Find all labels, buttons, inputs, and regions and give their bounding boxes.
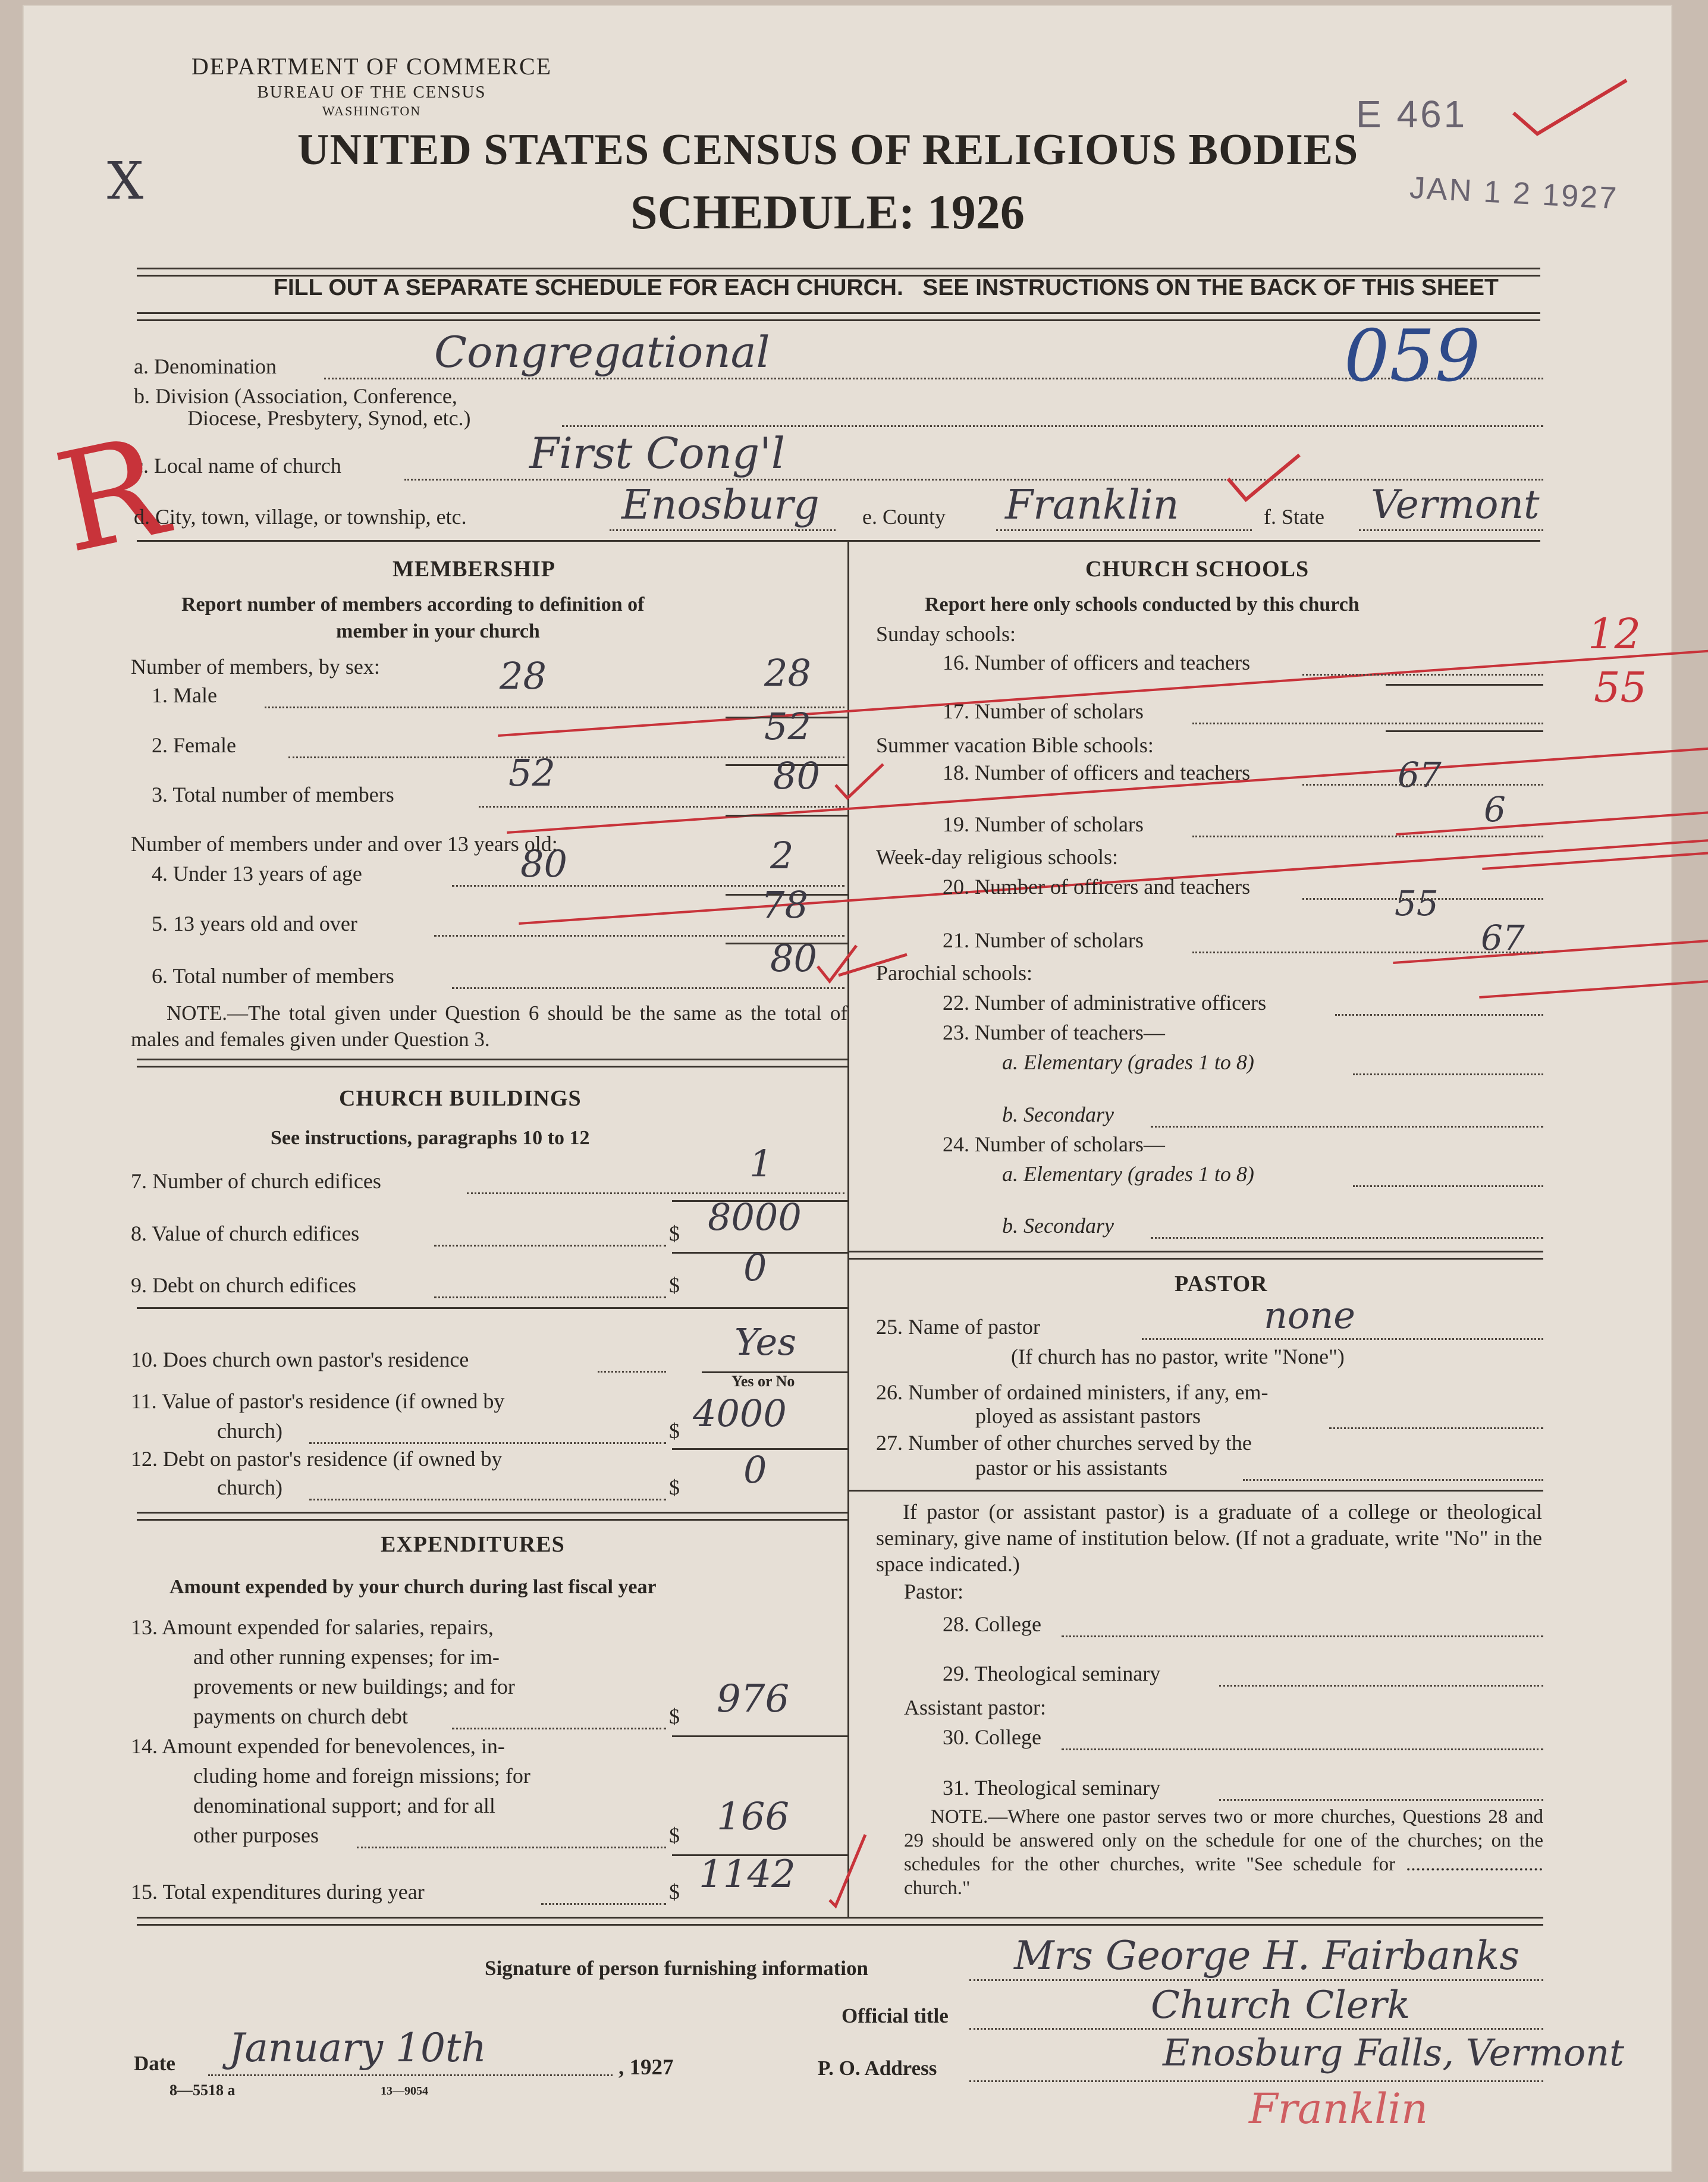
q19-value-line[interactable] [1192, 836, 1543, 837]
pastor-heading: PASTOR [1175, 1271, 1268, 1296]
q10-residence-label: 10. Does church own pastor's residence [131, 1348, 469, 1371]
fill-instruction: FILL OUT A SEPARATE SCHEDULE FOR EACH CHURCH. SEE INSTRUCTIONS ON THE BACK OF THIS SHEET [274, 275, 1499, 300]
schools-sub: Report here only schools conducted by this church [925, 594, 1360, 616]
q22-label: 22. Number of administrative officers [943, 991, 1267, 1015]
q17-old-1: 55 [1395, 883, 1708, 924]
census-schedule-sheet [24, 6, 1671, 2171]
date-label: Date [134, 2052, 175, 2075]
bureau-name: BUREAU OF THE CENSUS [257, 83, 486, 102]
q28-value-line[interactable] [1062, 1635, 1543, 1637]
q24b-label: b. Secondary [1002, 1214, 1114, 1238]
q26-label-1: 26. Number of ordained ministers, if any, em- [876, 1380, 1269, 1404]
q24b-value-line[interactable] [1151, 1237, 1543, 1239]
q6-total-value[interactable]: 80 [770, 937, 817, 980]
q3-total-label: 3. Total number of members [152, 783, 394, 806]
q5-over13-value[interactable]: 78 [761, 883, 808, 927]
q14-value[interactable]: 166 [717, 1795, 790, 1839]
pastor-note: NOTE.—Where one pastor serves two or more churches, Questions 28 and 29 should be answered only on the schedule for one of the churches; on the schedules for the other churches, write "See schedule for ............................ church." [904, 1806, 1543, 1899]
q14-label-3: denominational support; and for all [193, 1794, 495, 1817]
department-name: DEPARTMENT OF COMMERCE [191, 53, 552, 80]
by-sex-label: Number of members, by sex: [131, 655, 380, 679]
city-label: d. City, town, village, or township, etc. [134, 505, 467, 529]
column-divider [847, 540, 849, 1917]
division-label: b. Division (Association, Conference, [134, 384, 457, 408]
q17-old-2: 67 [1481, 918, 1708, 958]
q27-label-1: 27. Number of other churches served by the [876, 1431, 1252, 1455]
q16-old-2: 6 [1484, 789, 1708, 830]
county-label: e. County [862, 505, 946, 529]
q17-label: 17. Number of scholars [943, 699, 1144, 723]
q2-female-value[interactable]: 52 [764, 705, 811, 748]
expenditures-heading: EXPENDITURES [381, 1532, 565, 1557]
q25-label: 25. Name of pastor [876, 1315, 1040, 1339]
q18-value-line[interactable] [1302, 784, 1543, 786]
summer-schools-label: Summer vacation Bible schools: [876, 733, 1154, 757]
official-title-label: Official title [842, 2004, 949, 2027]
q24a-label: a. Elementary (grades 1 to 8) [1002, 1162, 1254, 1186]
q1-male-value[interactable]: 28 [764, 651, 811, 695]
division-value-line[interactable] [562, 425, 1543, 427]
q18-label: 18. Number of officers and teachers [943, 761, 1251, 784]
local-name-value[interactable]: First Cong'l [529, 428, 785, 478]
parochial-schools-label: Parochial schools: [876, 961, 1032, 985]
weekday-schools-label: Week-day religious schools: [876, 845, 1119, 869]
q22-value-line[interactable] [1335, 1014, 1543, 1016]
q27-label-2: pastor or his assistants [975, 1456, 1167, 1480]
q9-debt-value[interactable]: 0 [743, 1246, 767, 1289]
q28-label: 28. College [943, 1612, 1041, 1636]
state-value[interactable]: Vermont [1371, 482, 1540, 528]
q19-label: 19. Number of scholars [943, 812, 1144, 836]
q31-value-line[interactable] [1219, 1799, 1543, 1801]
q8-value-value[interactable]: 8000 [708, 1195, 802, 1239]
q21-label: 21. Number of scholars [943, 928, 1144, 952]
file-number-stamp: E 461 [1356, 93, 1468, 136]
membership-sub-1: Report number of members according to definition of [181, 594, 645, 616]
red-check-mark [1511, 77, 1629, 143]
q1-male-label: 1. Male [152, 683, 217, 707]
q14-label-1: 14. Amount expended for benevolences, in- [131, 1734, 505, 1758]
q30-value-line[interactable] [1062, 1748, 1543, 1750]
q29-label: 29. Theological seminary [943, 1662, 1161, 1685]
red-tick-q15 [824, 1832, 871, 1909]
q13-value[interactable]: 976 [717, 1677, 790, 1721]
q14-dollar: $ [669, 1823, 680, 1847]
q24-label: 24. Number of scholars— [943, 1132, 1165, 1156]
q12-dollar: $ [669, 1475, 680, 1499]
po-county-note: Franklin [1249, 2084, 1428, 2133]
q10-hint: Yes or No [731, 1373, 795, 1390]
membership-heading: MEMBERSHIP [393, 557, 555, 582]
q13-label-3: provements or new buildings; and for [193, 1675, 515, 1698]
q12-value[interactable]: 0 [743, 1448, 767, 1492]
q16-value[interactable]: 12 [1588, 610, 1641, 658]
q29-value-line[interactable] [1219, 1685, 1543, 1687]
q26-label-2: ployed as assistant pastors [975, 1404, 1201, 1428]
local-name-label: c. Local name of church [134, 454, 341, 478]
q2-female-old: 52 [508, 751, 1708, 795]
state-label: f. State [1264, 505, 1324, 529]
graduate-note: If pastor (or assistant pastor) is a graduate of a college or theological seminary, give name of institution below. (If not a graduate, write "No" in the space indicated.) [876, 1500, 1542, 1576]
date-value[interactable]: January 10th [229, 2025, 486, 2071]
q3-total-value[interactable]: 80 [773, 754, 820, 798]
q26-value-line[interactable] [1329, 1427, 1543, 1429]
q16-label: 16. Number of officers and teachers [943, 651, 1251, 674]
q24a-value-line[interactable] [1353, 1185, 1543, 1187]
q4-under13-value[interactable]: 2 [770, 834, 794, 877]
membership-sub-2: member in your church [336, 620, 540, 642]
margin-x-mark: X [107, 152, 144, 211]
q15-value[interactable]: 1142 [699, 1853, 796, 1897]
q11-dollar: $ [669, 1419, 680, 1443]
q12-label-1: 12. Debt on pastor's residence (if owned by [131, 1447, 503, 1471]
q8-value-label: 8. Value of church edifices [131, 1222, 360, 1245]
q15-label: 15. Total expenditures during year [131, 1880, 425, 1904]
q23b-label: b. Secondary [1002, 1103, 1114, 1126]
official-title-value[interactable]: Church Clerk [1151, 1983, 1411, 2027]
q10-residence-value[interactable]: Yes [734, 1320, 797, 1364]
q23b-value-line[interactable] [1151, 1126, 1543, 1128]
q15-dollar: $ [669, 1880, 680, 1904]
q11-label-1: 11. Value of pastor's residence (if owned by [131, 1389, 505, 1413]
county-value[interactable]: Franklin [1005, 482, 1179, 529]
age-head-label: Number of members under and over 13 years old: [131, 832, 558, 856]
po-address-value[interactable]: Enosburg Falls, Vermont [1163, 2031, 1625, 2074]
q16-old-1: 67 [1398, 755, 1708, 795]
denomination-label: a. Denomination [134, 354, 277, 378]
q17-value[interactable]: 55 [1594, 663, 1647, 712]
q25-hint: (If church has no pastor, write "None") [1011, 1345, 1345, 1368]
q20-value-line[interactable] [1302, 898, 1543, 900]
city-value[interactable]: Enosburg [621, 482, 820, 529]
po-address-label: P. O. Address [818, 2057, 937, 2080]
q13-label-1: 13. Amount expended for salaries, repairs, [131, 1615, 494, 1639]
q21-value-line[interactable] [1192, 952, 1543, 953]
signature-label: Signature of person furnishing information [485, 1957, 868, 1980]
buildings-heading: CHURCH BUILDINGS [339, 1086, 582, 1111]
q31-label: 31. Theological seminary [943, 1776, 1161, 1800]
signature-value[interactable]: Mrs George H. Fairbanks [1014, 1933, 1520, 1979]
q4-under13-label: 4. Under 13 years of age [152, 862, 362, 886]
q11-value[interactable]: 4000 [693, 1392, 787, 1435]
q11-label-2: church) [217, 1419, 282, 1443]
q9-debt-label: 9. Debt on church edifices [131, 1273, 356, 1297]
q2-female-label: 2. Female [152, 733, 236, 757]
red-tick-q3 [833, 761, 886, 803]
department-heading [146, 52, 598, 119]
q27-value-line[interactable] [1243, 1479, 1543, 1481]
date-year: , 1927 [618, 2055, 674, 2080]
q3-total-old: 80 [520, 842, 1708, 886]
denomination-value[interactable]: Congregational [434, 327, 770, 377]
q14-label-2: cluding home and foreign missions; for [193, 1764, 530, 1788]
q13-label-2: and other running expenses; for im- [193, 1645, 500, 1669]
membership-note: NOTE.—The total given under Question 6 should be the same as the total of males and females given under Question 3. [131, 1001, 847, 1051]
assistant-sub-label: Assistant pastor: [904, 1696, 1046, 1719]
print-number: 13—9054 [381, 2084, 428, 2098]
q14-label-4: other purposes [193, 1823, 319, 1847]
q8-dollar: $ [669, 1222, 680, 1245]
q5-over13-label: 5. 13 years old and over [152, 912, 357, 935]
red-tick-local-name [1225, 452, 1302, 506]
q23-label: 23. Number of teachers— [943, 1021, 1165, 1044]
margin-r-mark: R [44, 407, 178, 585]
sunday-schools-label: Sunday schools: [876, 622, 1016, 646]
q23a-value-line[interactable] [1353, 1073, 1543, 1075]
division-label-2: Diocese, Presbytery, Synod, etc.) [187, 406, 471, 430]
expenditures-sub: Amount expended by your church during last fiscal year [169, 1576, 657, 1598]
pastor-sub-label: Pastor: [904, 1580, 964, 1603]
denomination-code: 059 [1344, 315, 1481, 398]
q6-total-label: 6. Total number of members [152, 964, 394, 988]
q30-label: 30. College [943, 1725, 1041, 1749]
q12-label-2: church) [217, 1475, 282, 1499]
buildings-sub: See instructions, paragraphs 10 to 12 [271, 1127, 590, 1149]
q1-male-old: 28 [500, 654, 1708, 698]
form-number: 8—5518 a [169, 2081, 236, 2099]
form-title: UNITED STATES CENSUS OF RELIGIOUS BODIES [297, 125, 1359, 174]
q7-edifices-label: 7. Number of church edifices [131, 1169, 381, 1193]
received-date-stamp: JAN 1 2 1927 [1408, 170, 1619, 216]
schedule-year: SCHEDULE: 1926 [630, 185, 1025, 239]
schools-heading: CHURCH SCHOOLS [1085, 557, 1310, 582]
q7-edifices-value[interactable]: 1 [749, 1142, 773, 1185]
bureau-city: WASHINGTON [322, 103, 422, 118]
q13-label-4: payments on church debt [193, 1704, 408, 1728]
q23a-label: a. Elementary (grades 1 to 8) [1002, 1050, 1254, 1074]
q25-value[interactable]: none [1264, 1293, 1355, 1337]
q13-dollar: $ [669, 1704, 680, 1728]
q9-dollar: $ [669, 1273, 680, 1297]
q20-label: 20. Number of officers and teachers [943, 875, 1251, 899]
